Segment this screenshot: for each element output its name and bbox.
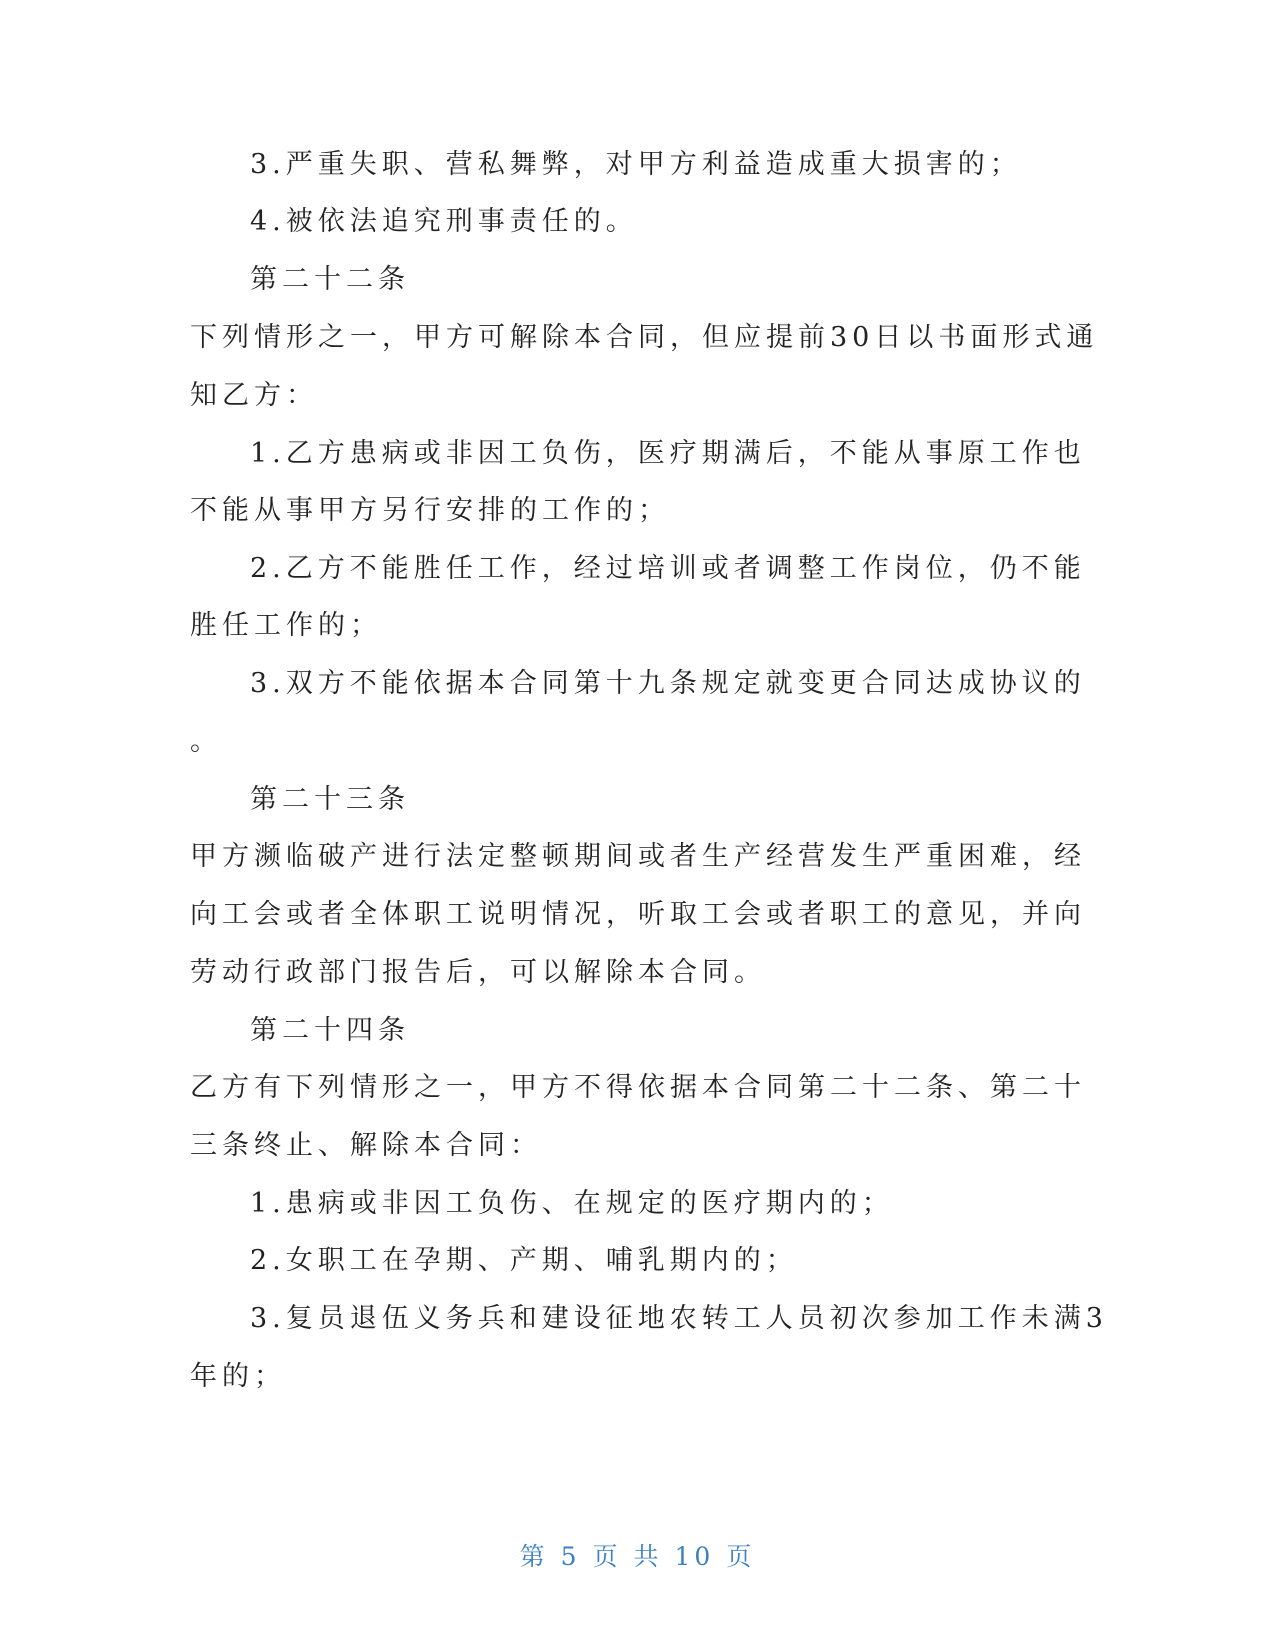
current-page-number: 5 bbox=[560, 1542, 581, 1571]
text-line-item-2: 2.乙方不能胜任工作，经过培训或者调整工作岗位，仍不能 bbox=[250, 553, 1086, 584]
paragraph-line: 知乙方： bbox=[190, 380, 318, 411]
paragraph-line: 年的； bbox=[190, 1361, 286, 1392]
paragraph-line: 下列情形之一，甲方可解除本合同，但应提前30日以书面形式通 bbox=[190, 322, 1099, 353]
paragraph-line: 不能从事甲方另行安排的工作的； bbox=[190, 495, 670, 526]
paragraph-line: 三条终止、解除本合同： bbox=[190, 1130, 542, 1161]
footer-prefix: 第 bbox=[519, 1542, 549, 1571]
paragraph-line: 劳动行政部门报告后，可以解除本合同。 bbox=[190, 957, 766, 988]
total-page-number: 10 bbox=[674, 1542, 715, 1571]
text-line-item-4: 4.被依法追究刑事责任的。 bbox=[250, 206, 638, 237]
text-line-item-1: 1.乙方患病或非因工负伤，医疗期满后，不能从事原工作也 bbox=[250, 438, 1086, 469]
paragraph-line: 胜任工作的； bbox=[190, 610, 382, 641]
paragraph-line: 向工会或者全体职工说明情况，听取工会或者职工的意见，并向 bbox=[190, 899, 1086, 930]
text-line-item-3: 3.双方不能依据本合同第十九条规定就变更合同达成协议的 bbox=[250, 668, 1086, 699]
text-line-item-1: 1.患病或非因工负伤、在规定的医疗期内的； bbox=[250, 1188, 894, 1219]
article-heading-22: 第二十二条 bbox=[250, 264, 410, 295]
page-number-footer bbox=[0, 1540, 1275, 1574]
text-line-item-3: 3.复员退伍义务兵和建设征地农转工人员初次参加工作未满3 bbox=[250, 1303, 1108, 1334]
article-heading-23: 第二十三条 bbox=[250, 784, 410, 815]
text-line-item-3: 3.严重失职、营私舞弊，对甲方利益造成重大损害的； bbox=[250, 149, 1022, 180]
paragraph-line: 乙方有下列情形之一，甲方不得依据本合同第二十二条、第二十 bbox=[190, 1072, 1086, 1103]
article-heading-24: 第二十四条 bbox=[250, 1015, 410, 1046]
paragraph-line: 甲方濒临破产进行法定整顿期间或者生产经营发生严重困难，经 bbox=[190, 841, 1086, 872]
paragraph-line: 。 bbox=[190, 726, 222, 757]
footer-suffix: 页 bbox=[726, 1542, 756, 1571]
footer-middle: 页 共 bbox=[592, 1542, 663, 1571]
text-line-item-2: 2.女职工在孕期、产期、哺乳期内的； bbox=[250, 1245, 798, 1276]
